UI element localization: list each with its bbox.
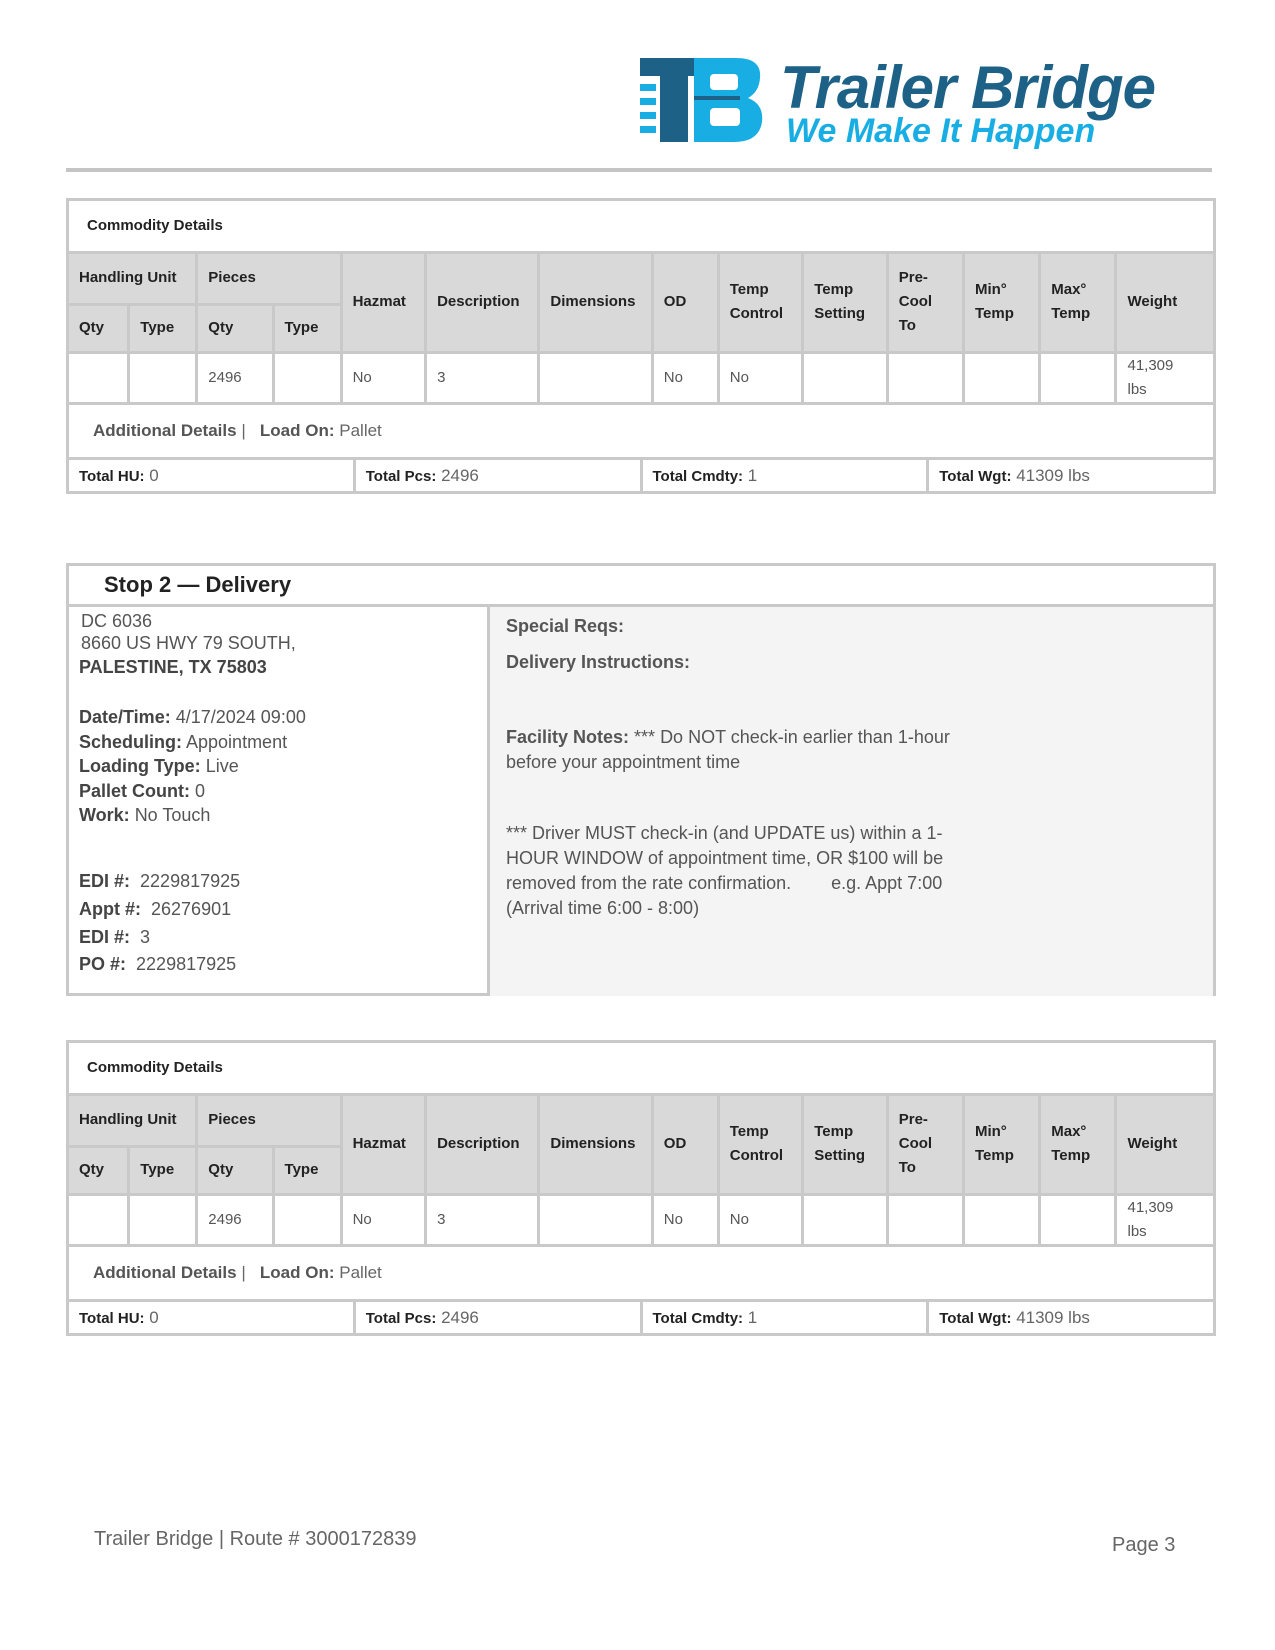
commodity-details-title: Commodity Details [69, 1043, 1213, 1096]
header-hazmat: Hazmat [341, 254, 426, 352]
header-pcs-type: Type [273, 304, 341, 352]
commodity-details-title: Commodity Details [69, 201, 1213, 254]
stop-work: Work: No Touch [79, 805, 211, 825]
cell-precool [887, 1194, 963, 1245]
cell-temp-setting [803, 1194, 888, 1245]
header-temp-setting: Temp Setting [803, 1096, 888, 1194]
header-weight: Weight [1116, 1096, 1213, 1194]
cell-dimensions [539, 1194, 652, 1245]
table-row [69, 352, 1213, 403]
header-od: OD [652, 254, 718, 352]
header-handling-unit: Handling Unit [69, 1096, 197, 1146]
header-pcs-type: Type [273, 1146, 341, 1194]
stop-city-state: PALESTINE, TX 75803 [79, 657, 267, 677]
header-temp-control: Temp Control [718, 254, 803, 352]
header-description: Description [426, 254, 539, 352]
cell-max-temp [1040, 1194, 1116, 1245]
stop-appt: Appt #: 26276901 [79, 899, 232, 919]
total-hu: Total HU: 0 [69, 460, 356, 491]
stop-pallet-count: Pallet Count: 0 [79, 781, 206, 801]
stop-edi: EDI #: 2229817925 [79, 871, 241, 891]
stop-scheduling: Scheduling: Appointment [79, 732, 288, 752]
stop-delivery-box [66, 563, 1216, 996]
commodity-details-box [66, 198, 1216, 494]
header-divider [66, 168, 1212, 172]
additional-details: Additional Details | Load On: Pallet [69, 1247, 1213, 1302]
total-hu: Total HU: 0 [69, 1302, 356, 1333]
header-hu-qty: Qty [69, 304, 129, 352]
cell-min-temp [963, 1194, 1039, 1245]
stop-name: DC 6036 [81, 611, 153, 631]
total-cmdty: Total Cmdty: 1 [643, 460, 930, 491]
header-max-temp: Max° Temp [1040, 1096, 1116, 1194]
cell-hu-qty [69, 1194, 129, 1245]
cell-weight: 41,309 lbs [1116, 352, 1213, 403]
cell-temp-control: No [718, 352, 803, 403]
header-handling-unit: Handling Unit [69, 254, 197, 304]
header-hu-type: Type [129, 304, 197, 352]
header-pcs-qty: Qty [197, 1146, 273, 1194]
stop-po: PO #: 2229817925 [79, 954, 237, 974]
cell-hu-type [129, 352, 197, 403]
additional-details: Additional Details | Load On: Pallet [69, 405, 1213, 460]
cell-pcs-qty: 2496 [197, 352, 273, 403]
stop-edi-2: EDI #: 3 [79, 927, 151, 947]
cell-temp-setting [803, 352, 888, 403]
cell-hazmat: No [341, 352, 426, 403]
stop-datetime: Date/Time: 4/17/2024 09:00 [79, 707, 306, 727]
cell-max-temp [1040, 352, 1116, 403]
cell-description: 3 [426, 1194, 539, 1245]
total-pcs: Total Pcs: 2496 [356, 460, 643, 491]
header-pcs-qty: Qty [197, 304, 273, 352]
stop-instructions-panel [490, 607, 1213, 996]
cell-dimensions [539, 352, 652, 403]
logo-tagline: We Make It Happen [786, 112, 1096, 150]
header-weight: Weight [1116, 254, 1213, 352]
tb-logo-mark [640, 58, 765, 144]
totals-row [69, 460, 1213, 491]
stop-title: Stop 2 — Delivery [69, 566, 1213, 607]
cell-precool [887, 352, 963, 403]
total-pcs: Total Pcs: 2496 [356, 1302, 643, 1333]
stop-address-panel [69, 607, 490, 996]
total-wgt: Total Wgt: 41309 lbs [939, 1307, 1090, 1327]
header-precool: Pre- Cool To [887, 254, 963, 352]
totals-row [69, 1302, 1213, 1333]
cell-pcs-type [273, 1194, 341, 1245]
stop-loading-type: Loading Type: Live [79, 756, 239, 776]
table-row [69, 1194, 1213, 1245]
header-hu-qty: Qty [69, 1146, 129, 1194]
trailer-bridge-logo [640, 56, 1200, 148]
header-dimensions: Dimensions [539, 1096, 652, 1194]
facility-notes: Facility Notes: *** Do NOT check-in earlier than 1-hour before your appointment time [506, 727, 950, 772]
cell-hu-type [129, 1194, 197, 1245]
cell-description: 3 [426, 352, 539, 403]
stop-address: 8660 US HWY 79 SOUTH, [81, 633, 296, 653]
commodity-details-box [66, 1040, 1216, 1336]
total-cmdty: Total Cmdty: 1 [643, 1302, 930, 1333]
footer-route: Trailer Bridge | Route # 3000172839 [94, 1528, 417, 1550]
header-min-temp: Min° Temp [963, 1096, 1039, 1194]
header-max-temp: Max° Temp [1040, 254, 1116, 352]
commodity-table [69, 1096, 1213, 1247]
header-hazmat: Hazmat [341, 1096, 426, 1194]
header-pieces: Pieces [197, 254, 341, 304]
cell-od: No [652, 1194, 718, 1245]
special-reqs: Special Reqs: [506, 616, 625, 636]
cell-hu-qty [69, 352, 129, 403]
cell-weight: 41,309 lbs [1116, 1194, 1213, 1245]
load-on-value: Pallet [339, 420, 382, 440]
total-wgt: Total Wgt: 41309 lbs [939, 465, 1090, 485]
header-dimensions: Dimensions [539, 254, 652, 352]
header-temp-control: Temp Control [718, 1096, 803, 1194]
header-pieces: Pieces [197, 1096, 341, 1146]
cell-pcs-type [273, 352, 341, 403]
header-precool: Pre- Cool To [887, 1096, 963, 1194]
cell-od: No [652, 352, 718, 403]
driver-notes: *** Driver MUST check-in (and UPDATE us) within a 1-HOUR WINDOW of appointment time, OR $100 will be removed from the rate confirmation. e.g. Appt 7:00 (Arrival time 6:00 - 8:00) [506, 823, 949, 918]
footer-page-number: Page 3 [1112, 1534, 1176, 1556]
cell-pcs-qty: 2496 [197, 1194, 273, 1245]
header-description: Description [426, 1096, 539, 1194]
header-min-temp: Min° Temp [963, 254, 1039, 352]
logo-name: Trailer Bridge [780, 54, 1156, 121]
cell-min-temp [963, 352, 1039, 403]
header-hu-type: Type [129, 1146, 197, 1194]
cell-hazmat: No [341, 1194, 426, 1245]
delivery-instructions: Delivery Instructions: [506, 652, 691, 672]
load-on-value: Pallet [339, 1262, 382, 1282]
commodity-table [69, 254, 1213, 405]
cell-temp-control: No [718, 1194, 803, 1245]
header-temp-setting: Temp Setting [803, 254, 888, 352]
header-od: OD [652, 1096, 718, 1194]
